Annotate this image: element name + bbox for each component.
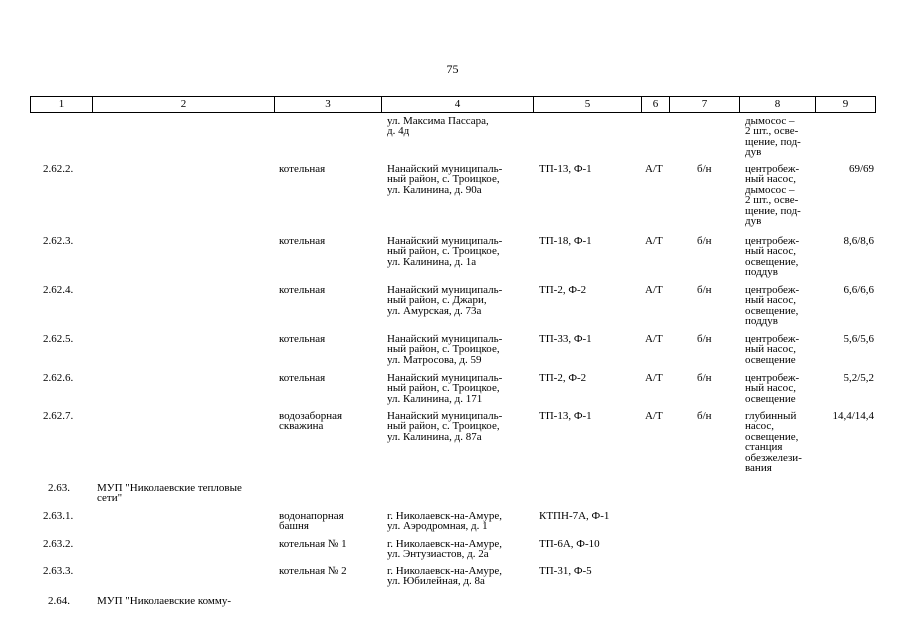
cell-power: 5,2/5,2 bbox=[843, 372, 874, 384]
cell-number: 2.62.5. bbox=[43, 333, 74, 345]
cell-ownership: А/Т bbox=[645, 333, 663, 345]
cell-ownership: А/Т bbox=[645, 372, 663, 384]
cell-ownership: А/Т bbox=[645, 410, 663, 422]
cell-meter: б/н bbox=[697, 235, 712, 247]
cell-number: 2.62.6. bbox=[43, 372, 74, 384]
cell-address: Нанайский муниципаль- ный район, с. Троицкое, ул. Калинина, д. 1а bbox=[387, 235, 503, 268]
cell-number: 2.62.7. bbox=[43, 410, 74, 422]
cell-number: 2.63.2. bbox=[43, 538, 74, 550]
cell-meter: б/н bbox=[697, 333, 712, 345]
cell-ownership: А/Т bbox=[645, 284, 663, 296]
cell-equipment: центробеж- ный насос, освещение bbox=[745, 333, 800, 366]
page-number: 75 bbox=[446, 62, 459, 76]
cell-address: Нанайский муниципаль- ный район, с. Троицкое, ул. Калинина, д. 171 bbox=[387, 372, 503, 405]
cell-power: 6,6/6,6 bbox=[843, 284, 874, 296]
cell-substation: ТП-6А, Ф-10 bbox=[539, 538, 600, 550]
cell-substation: ТП-13, Ф-1 bbox=[539, 163, 592, 175]
cell-ownership: А/Т bbox=[645, 235, 663, 247]
cell-equipment: центробеж- ный насос, освещение bbox=[745, 372, 800, 405]
cell-number: 2.62.2. bbox=[43, 163, 74, 175]
cell-equipment: дымосос – 2 шт., осве- щение, под- дув bbox=[745, 115, 801, 159]
cell-address: Нанайский муниципаль- ный район, с. Троицкое, ул. Калинина, д. 90а bbox=[387, 163, 503, 196]
cell-address: Нанайский муниципаль- ный район, с. Троицкое, ул. Калинина, д. 87а bbox=[387, 410, 503, 443]
cell-address: г. Николаевск-на-Амуре, ул. Энтузиастов, д. 2а bbox=[387, 538, 502, 561]
cell-substation: ТП-18, Ф-1 bbox=[539, 235, 592, 247]
header-col-5: 5 bbox=[533, 96, 642, 113]
cell-substation: ТП-2, Ф-2 bbox=[539, 372, 587, 384]
cell-meter: б/н bbox=[697, 410, 712, 422]
cell-object: котельная bbox=[279, 372, 326, 384]
cell-object: котельная bbox=[279, 333, 326, 345]
cell-number: 2.63. bbox=[48, 482, 70, 494]
cell-substation: ТП-13, Ф-1 bbox=[539, 410, 592, 422]
cell-number: 2.63.3. bbox=[43, 565, 74, 577]
cell-number: 2.64. bbox=[48, 595, 70, 607]
cell-equipment: глубинный насос, освещение, станция обезжелези- вания bbox=[745, 410, 802, 475]
table-header-row bbox=[30, 96, 876, 113]
cell-substation: ТП-2, Ф-2 bbox=[539, 284, 587, 296]
cell-address: г. Николаевск-на-Амуре, ул. Юбилейная, д. 8а bbox=[387, 565, 502, 588]
cell-address: ул. Максима Пассара, д. 4д bbox=[387, 115, 489, 138]
cell-equipment: центробеж- ный насос, дымосос – 2 шт., осве- щение, под- дув bbox=[745, 163, 801, 228]
cell-equipment: центробеж- ный насос, освещение, поддув bbox=[745, 284, 800, 328]
cell-organization: МУП "Николаевские комму- bbox=[97, 595, 232, 607]
cell-number: 2.62.3. bbox=[43, 235, 74, 247]
header-col-3: 3 bbox=[274, 96, 382, 113]
cell-address: г. Николаевск-на-Амуре, ул. Аэродромная, д. 1 bbox=[387, 510, 502, 533]
header-col-8: 8 bbox=[739, 96, 816, 113]
header-col-7: 7 bbox=[669, 96, 740, 113]
cell-ownership: А/Т bbox=[645, 163, 663, 175]
cell-substation: ТП-33, Ф-1 bbox=[539, 333, 592, 345]
header-col-9: 9 bbox=[815, 96, 876, 113]
header-col-2: 2 bbox=[92, 96, 275, 113]
cell-substation: ТП-31, Ф-5 bbox=[539, 565, 592, 577]
cell-object: водозаборная скважина bbox=[279, 410, 343, 433]
cell-number: 2.63.1. bbox=[43, 510, 74, 522]
cell-object: котельная bbox=[279, 235, 326, 247]
header-col-1: 1 bbox=[30, 96, 93, 113]
cell-object: котельная № 2 bbox=[279, 565, 347, 577]
cell-object: котельная bbox=[279, 163, 326, 175]
cell-object: водонапорная башня bbox=[279, 510, 344, 533]
header-col-6: 6 bbox=[641, 96, 670, 113]
header-col-4: 4 bbox=[381, 96, 534, 113]
cell-power: 14,4/14,4 bbox=[832, 410, 874, 422]
cell-number: 2.62.4. bbox=[43, 284, 74, 296]
cell-address: Нанайский муниципаль- ный район, с. Троицкое, ул. Матросова, д. 59 bbox=[387, 333, 503, 366]
cell-power: 8,6/8,6 bbox=[843, 235, 874, 247]
cell-object: котельная № 1 bbox=[279, 538, 347, 550]
cell-equipment: центробеж- ный насос, освещение, поддув bbox=[745, 235, 800, 279]
cell-organization: МУП "Николаевские тепловые сети" bbox=[97, 482, 242, 505]
cell-address: Нанайский муниципаль- ный район, с. Джари, ул. Амурская, д. 73а bbox=[387, 284, 503, 317]
cell-meter: б/н bbox=[697, 284, 712, 296]
cell-object: котельная bbox=[279, 284, 326, 296]
cell-substation: КТПН-7А, Ф-1 bbox=[539, 510, 610, 522]
cell-power: 5,6/5,6 bbox=[843, 333, 874, 345]
cell-meter: б/н bbox=[697, 163, 712, 175]
cell-power: 69/69 bbox=[848, 163, 874, 175]
cell-meter: б/н bbox=[697, 372, 712, 384]
